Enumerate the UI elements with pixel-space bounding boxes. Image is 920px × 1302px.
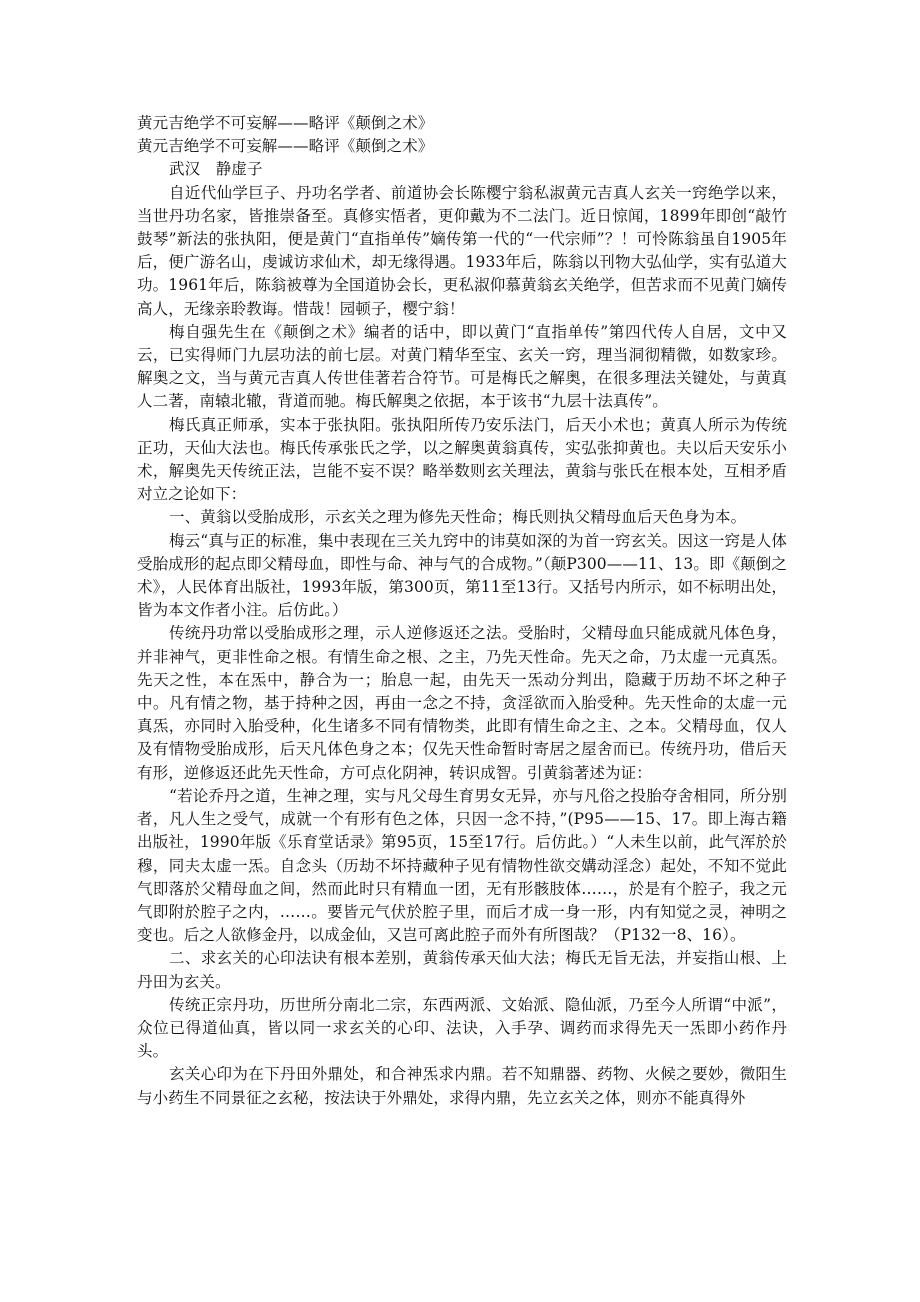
- quotation-paragraph: “若论乔丹之道，生神之理，实与凡父母生育男女无异，亦与凡俗之投胎夺舍相同，所分别者，凡人生之受气，成就一个有形有色之体，只因一念不持，”(P95——15、17。即上海古籍出版社，1990年版《乐育堂话录》第95页，15至17行。后仿此。）“人未生以前，此气浑於於穆，同夫太虚一炁。自念头（历劫不坏持藏种子见有情物性欲交媾动淫念）起处，不知不觉此气即落於父精母血之间，然而此时只有精血一团，无有形骸肢体……，於是有个腔子，我之元气即附於腔子之内，……。要皆元气伏於腔子里，而后才成一身一形，内有知觉之灵，神明之变也。后之人欲修金丹，以成金仙，又岂可离此腔子而外有所图哉？（P132一8、16）。: [137, 786, 787, 945]
- paragraph-7: 玄关心印为在下丹田外鼎处，和合神炁求内鼎。若不知鼎器、药物、火候之要妙，微阳生与小药生不同景征之玄秘，按法诀于外鼎处，求得内鼎，先立玄关之体，则亦不能真得外: [137, 1065, 787, 1107]
- section-heading-2: 二、求玄关的心印法诀有根本差别，黄翁传承天仙大法；梅氏无旨无法，并妄指山根、上丹田为玄关。: [137, 949, 787, 991]
- paragraph-2: 梅自强先生在《颠倒之术》编者的话中，即以黄门“直指单传”第四代传人自居，文中又云，已实得师门九层功法的前七层。对黄门精华至宝、玄关一窍，理当洞彻精微，如数家珍。解奥之文，当与黄元吉真人传世佳著若合符节。可是梅氏之解奥，在很多理法关键处，与黄真人二著，南辕北辙，背道而驰。梅氏解奥之依据，本于该书“九层十法真传”。: [137, 322, 787, 411]
- document-title: 黄元吉绝学不可妄解——略评《颠倒之术》: [137, 114, 434, 132]
- paragraph-1: 自近代仙学巨子、丹功名学者、前道协会长陈樱宁翁私淑黄元吉真人玄关一窍绝学以来，当世丹功名家，皆推崇备至。真修实悟者，更仰戴为不二法门。近日惊闻，1899年即创“敲竹鼓琴”新法的张执阳，便是黄门“直指单传”嫡传第一代的“一代宗师”？！可怜陈翁虽自1905年后，便广游名山，虔诚访求仙术，却无缘得遇。1933年后，陈翁以刊物大弘仙学，实有弘道大功。1961年后，陈翁被尊为全国道协会长，更私淑仰慕黄翁玄关绝学，但苦求而不见黄门嫡传高人，无缘亲聆教诲。惜哉！园顿子，樱宁翁！: [137, 183, 787, 318]
- author-line: 武汉 静虚子: [169, 160, 263, 179]
- paragraph-6: 传统正宗丹功，历世所分南北二宗，东西两派、文始派、隐仙派，乃至今人所谓“中派”，众位已得道仙真，皆以同一求玄关的心印、法诀，入手孕、调药而求得先天一炁即小药作丹头。: [137, 995, 787, 1061]
- document-title-repeat: 黄元吉绝学不可妄解——略评《颠倒之术》: [137, 137, 434, 156]
- document-body: [137, 112, 787, 1110]
- section-heading-1: 一、黄翁以受胎成形，示玄关之理为修先天性命；梅氏则执父精母血后天色身为本。: [169, 508, 747, 527]
- paragraph-4: 梅云“真与正的标准，集中表现在三关九窍中的讳莫如深的为首一窍玄关。因这一窍是人体受胎成形的起点即父精母血，即性与命、神与气的合成物。”（颠P300——11、13。即《颠倒之术》，人民体育出版社，1993年版，第300页，第11至13行。又括号内所示，如不标明出处，皆为本文作者小注。后仿此。）: [137, 531, 787, 620]
- paragraph-5: 传统丹功常以受胎成形之理，示人逆修返还之法。受胎时，父精母血只能成就凡体色身，并非神气，更非性命之根。有情生命之根、之主，乃先天性命。先天之命，乃太虚一元真炁。先天之性，本在炁中，静合为一；胎息一起，由先天一炁动分判出，隐藏于历劫不坏之种子中。凡有情之物，基于持种之因，再由一念之不持，贪淫欲而入胎受种。先天性命的太虚一元真炁，亦同时入胎受种，化生诸多不同有情物类，此即有情生命之主、之本。父精母血，仅人及有情物受胎成形，后天凡体色身之本；仅先天性命暂时寄居之屋舍而已。传统丹功，借后天有形，逆修返还此先天性命，方可点化阴神，转识成智。引黄翁著述为证：: [137, 624, 787, 782]
- paragraph-3: 梅氏真正师承，实本于张执阳。张执阳所传乃安乐法门，后天小术也；黄真人所示为传统正功，天仙大法也。梅氏传承张氏之学，以之解奥黄翁真传，实弘张抑黄也。夫以后天安乐小术，解奥先天传统正法，岂能不妄不误？略举数则玄关理法，黄翁与张氏在根本处，互相矛盾对立之论如下：: [137, 415, 787, 504]
